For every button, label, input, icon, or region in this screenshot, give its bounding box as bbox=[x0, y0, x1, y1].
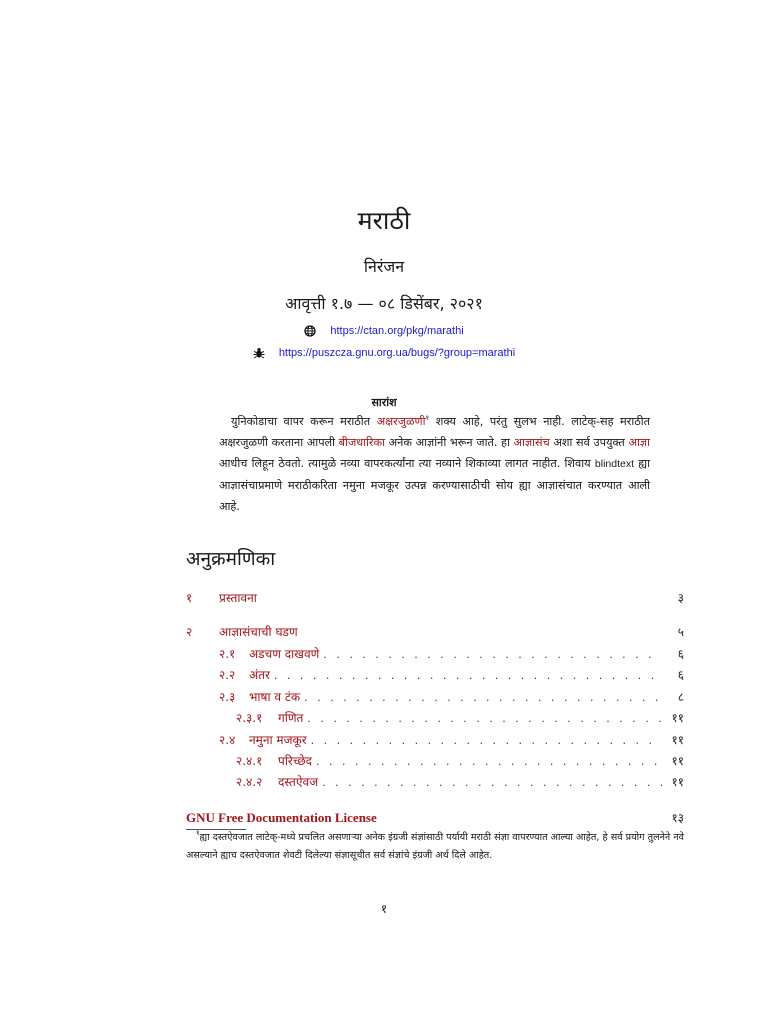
toc-entry-number: २.४ bbox=[219, 733, 236, 747]
abstract-text: शक्य आहे, परंतु सुलभ नाही. लाटेक्-सह मराठीत अक्षरजुळणी करताना आपली bbox=[219, 415, 650, 449]
toc-entry-page: ३ bbox=[677, 591, 684, 605]
abstract-text: ह्या आज्ञासंचाप्रमाणे मराठीकरिता नमुना मजकूर उत्पन्न करण्यासाठीची सोय ह्या आज्ञासंचात करण्यात आली आहे. bbox=[219, 457, 650, 513]
toc-entry-page: ८ bbox=[677, 690, 684, 704]
toc-entry-1[interactable] bbox=[186, 589, 684, 607]
toc-entry-label: नमुना मजकूर bbox=[249, 733, 307, 747]
toc-leader bbox=[323, 648, 662, 661]
toc-entry-label: भाषा व टंक bbox=[249, 690, 301, 704]
toc-entry-2[interactable] bbox=[186, 623, 684, 641]
toc-entry-label: परिच्छेद bbox=[278, 754, 313, 768]
toc-entry-2-1[interactable] bbox=[219, 645, 684, 663]
bugs-link[interactable]: https://puszcza.gnu.org.ua/bugs/?group=marathi bbox=[278, 347, 516, 359]
term-link-aksharjulani[interactable]: अक्षरजुळणी bbox=[376, 415, 426, 428]
toc-entry-2-4-1[interactable] bbox=[236, 752, 684, 770]
footnote bbox=[186, 829, 684, 864]
code-term: blindtext bbox=[594, 458, 635, 470]
toc-entry-page: ६ bbox=[677, 668, 684, 682]
toc-entry-label: GNU Free Documentation License bbox=[186, 810, 377, 825]
toc-entry-page: ५ bbox=[677, 625, 684, 639]
toc-leader bbox=[307, 712, 662, 725]
toc-entry-label: आज्ञासंचाची घडण bbox=[219, 625, 298, 639]
toc-entry-page: ११ bbox=[671, 733, 684, 747]
toc-entry-number: २.४.२ bbox=[236, 775, 263, 789]
abstract-text: आधीच लिहून ठेवतो. त्यामुळे नव्या वापरकर्त्यांना त्या नव्याने शिकाव्या लागत नाहीत. शिवाय bbox=[219, 457, 595, 470]
toc-entry-2-3-1[interactable] bbox=[236, 709, 684, 727]
toc-entry-page: १३ bbox=[671, 811, 684, 825]
toc-entry-label: दस्तऐवज bbox=[278, 775, 319, 789]
page-number: १ bbox=[380, 902, 388, 916]
toc-entry-2-3[interactable] bbox=[219, 688, 684, 706]
abstract-heading: सारांश bbox=[371, 396, 397, 409]
footnote-text: ह्या दस्तऐवजात लाटेक्-मध्ये प्रचलित असणाऱ्या अनेक इंग्रजी संज्ञांसाठी पर्यायी मराठी संज्ञा वापरण्यात आल्या आहेत, हे सर्व प्रयोग तुलनेने नवे असल्याने ह्याच दस्तऐवजात शेवटी दिलेल्या संज्ञासूचीत सर्व संज्ञांचे इंग्रजी अर्थ दिले आहेत. bbox=[186, 832, 684, 861]
toc-entry-label: गणित bbox=[278, 711, 304, 725]
toc-entry-number: २.२ bbox=[219, 668, 236, 682]
footnote-number: १ bbox=[196, 829, 200, 837]
toc-entry-number: २ bbox=[186, 625, 193, 639]
footnote-marker: १ bbox=[425, 414, 430, 422]
toc-entry-number: २.३.१ bbox=[236, 711, 263, 725]
toc-entry-page: ११ bbox=[671, 711, 684, 725]
table-of-contents bbox=[186, 0, 684, 1024]
toc-leader bbox=[304, 691, 662, 704]
toc-entry-2-4-2[interactable] bbox=[236, 773, 684, 791]
toc-entry-2-4[interactable] bbox=[219, 731, 684, 749]
version-line: आवृत्ती १.७ — ०८ डिसेंबर, २०२१ bbox=[285, 294, 483, 313]
toc-leader bbox=[316, 755, 662, 768]
toc-entry-label: अडचण दाखवणे bbox=[249, 647, 320, 661]
toc-entry-number: २.४.१ bbox=[236, 754, 263, 768]
toc-leader bbox=[311, 734, 662, 747]
term-link-bijdharika[interactable]: बीजधारिका bbox=[338, 436, 385, 449]
toc-leader bbox=[274, 669, 662, 682]
document-title: मराठी bbox=[357, 206, 411, 235]
term-link-adnya[interactable]: आज्ञा bbox=[628, 436, 650, 449]
abstract-text: अशा सर्व उपयुक्त bbox=[549, 436, 629, 449]
toc-heading: अनुक्रमणिका bbox=[186, 548, 276, 570]
toc-entry-label: प्रस्तावना bbox=[219, 591, 257, 605]
toc-entry-number: १ bbox=[186, 591, 193, 605]
abstract-text: युनिकोडाचा वापर करून मराठीत bbox=[231, 415, 377, 428]
toc-entry-2-2[interactable] bbox=[219, 666, 684, 684]
toc-entry-number: २.३ bbox=[219, 690, 236, 704]
toc-entry-page: ११ bbox=[671, 775, 684, 789]
abstract-text: अनेक आज्ञांनी भरून जाते. हा bbox=[385, 436, 514, 449]
document-author: निरंजन bbox=[363, 257, 405, 276]
toc-entry-page: ६ bbox=[677, 647, 684, 661]
toc-entry-page: ११ bbox=[671, 754, 684, 768]
toc-entry-label: अंतर bbox=[249, 668, 270, 682]
term-link-adnyasanch[interactable]: आज्ञासंच bbox=[513, 436, 550, 449]
toc-leader bbox=[322, 776, 662, 789]
toc-entry-number: २.१ bbox=[219, 647, 236, 661]
ctan-link[interactable]: https://ctan.org/pkg/marathi bbox=[330, 325, 464, 337]
toc-entry-gfdl[interactable] bbox=[186, 809, 684, 827]
